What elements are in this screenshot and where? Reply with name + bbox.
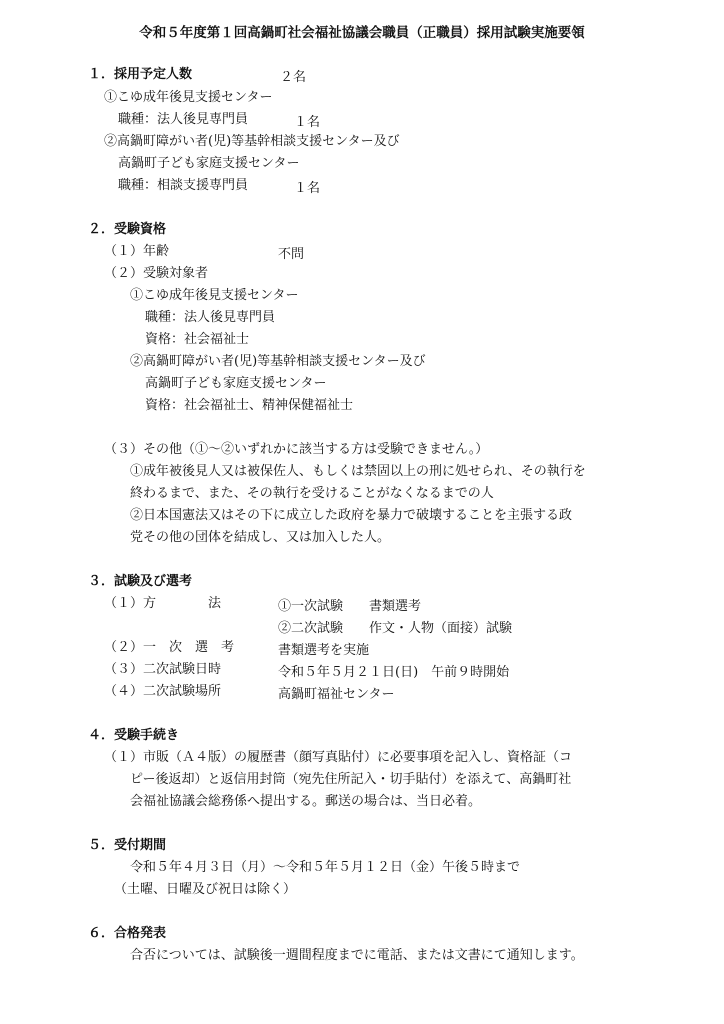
- section-4-heading: ４．受験手続き: [88, 728, 180, 743]
- first-selection-value: 書類選考を実施: [278, 643, 370, 658]
- target-1-job: 職種：法人後見専門員: [145, 310, 276, 325]
- document-title: 令和５年度第１回高鍋町社会福祉協議会職員（正職員）採用試験実施要領: [139, 25, 585, 41]
- section-3-heading: ３．試験及び選考: [88, 574, 193, 589]
- announcement-line-1: 合否については、試験後一週間程度までに電話、または文書にて通知します。: [130, 948, 584, 963]
- procedure-line-2: ピー後返却）と返信用封筒（宛先住所記入・切手貼付）を添えて、高鍋町社: [130, 772, 572, 787]
- target-label: （２）受験対象者: [104, 266, 209, 281]
- other-1a: ①成年被後見人又は被保佐人、もしくは禁固以上の刑に処せられ、その執行を: [130, 464, 586, 479]
- method-label: （１）方 法: [104, 596, 222, 611]
- target-2-qual: 資格：社会福祉士、精神保健福祉士: [145, 398, 354, 413]
- age-label: （１）年齢: [104, 244, 170, 259]
- target-2b: 高鍋町子ども家庭支援センター: [145, 376, 327, 391]
- s1-item-1-job: 職種：法人後見専門員: [118, 112, 249, 127]
- section-6-heading: ６．合格発表: [88, 926, 167, 941]
- second-exam-place-value: 高鍋町福祉センター: [278, 687, 395, 702]
- recruit-count: ２名: [280, 70, 307, 85]
- target-2: ②高鍋町障がい者(児)等基幹相談支援センター及び: [130, 354, 426, 369]
- period-line-2: （土曜、日曜及び祝日は除く）: [114, 882, 297, 897]
- section-5-heading: ５．受付期間: [88, 838, 167, 853]
- s1-item-2-job: 職種：相談支援専門員: [118, 178, 249, 193]
- s1-item-1-num: １名: [294, 115, 321, 130]
- s1-item-2b: 高鍋町子ども家庭支援センター: [118, 156, 300, 171]
- procedure-line-3: 会福祉協議会総務係へ提出する。郵送の場合は、当日必着。: [130, 794, 482, 809]
- first-selection-label: （２）一 次 選 考: [104, 640, 235, 655]
- method-1: ①一次試験 書類選考: [278, 599, 422, 614]
- other-2b: 党その他の団体を結成し、又は加入した人。: [130, 530, 391, 545]
- s1-item-2: ②高鍋町障がい者(児)等基幹相談支援センター及び: [104, 134, 400, 149]
- section-1-heading: １．採用予定人数: [88, 67, 193, 82]
- second-exam-date-label: （３）二次試験日時: [104, 662, 222, 677]
- period-line-1: 令和５年４月３日（月）～令和５年５月１２日（金）午後５時まで: [130, 860, 521, 875]
- other-2a: ②日本国憲法又はその下に成立した政府を暴力で破壊することを主張する政: [130, 508, 573, 523]
- other-1b: 終わるまで、また、その執行を受けることがなくなるまでの人: [130, 486, 494, 501]
- s1-item-1: ①こゆ成年後見支援センター: [104, 90, 273, 105]
- target-1-qual: 資格：社会福祉士: [145, 332, 250, 347]
- s1-item-2-num: １名: [294, 181, 321, 196]
- method-2: ②二次試験 作文・人物（面接）試験: [278, 621, 513, 636]
- target-1: ①こゆ成年後見支援センター: [130, 288, 299, 303]
- procedure-line-1: （１）市販（Ａ４版）の履歴書（顔写真貼付）に必要事項を記入し、資格証（コ: [104, 750, 573, 765]
- second-exam-date-value: 令和５年５月２１日(日) 午前９時開始: [278, 665, 510, 680]
- age-value: 不問: [278, 247, 305, 262]
- section-2-heading: ２．受験資格: [88, 222, 167, 237]
- other-label: （３）その他（①～②いずれかに該当する方は受験できません。）: [104, 442, 489, 457]
- second-exam-place-label: （４）二次試験場所: [104, 684, 222, 699]
